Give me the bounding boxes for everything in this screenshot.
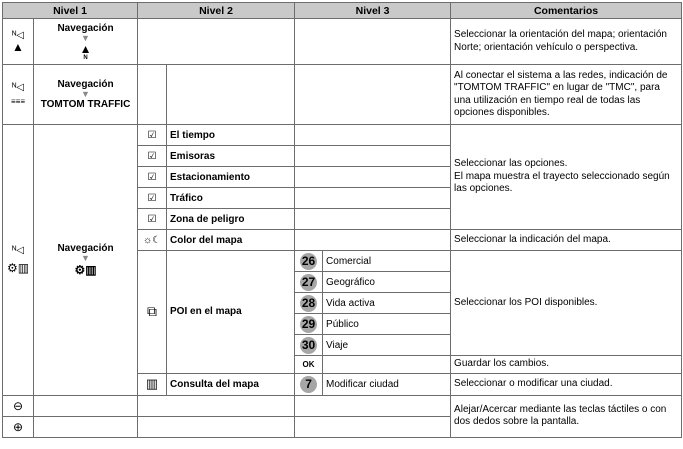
- row2-nivel2: [167, 65, 295, 125]
- north-arrow-icon: ▲: [12, 40, 24, 54]
- header-nivel3: Nivel 3: [295, 3, 451, 19]
- ok-comment: Guardar los cambios.: [451, 356, 682, 374]
- zoom-out-icon: ⊖: [3, 395, 34, 416]
- checkbox-icon: ☑: [138, 167, 167, 188]
- checkbox-icon: ☑: [138, 188, 167, 209]
- ok-icon: OK: [295, 356, 323, 374]
- poi-viaje: Viaje: [323, 335, 451, 356]
- nav-block-nivel1-label: Navegación: [57, 242, 114, 254]
- poi-number-badge: 29: [301, 316, 316, 331]
- navigation-icon: ᴺ◁: [12, 81, 24, 93]
- map-settings-icon: ⚙▥: [6, 260, 30, 275]
- option-zona-de-peligro: Zona de peligro: [167, 209, 295, 230]
- checkbox-icon: ☑: [138, 209, 167, 230]
- arrow-down-icon: ▼: [81, 89, 90, 99]
- poi-number-badge: 27: [301, 274, 316, 289]
- checkbox-icon: ☑: [138, 125, 167, 146]
- arrow-down-icon: ▼: [81, 252, 90, 263]
- poi-geografico: Geográfico: [323, 272, 451, 293]
- poi-number-badge: 30: [301, 337, 316, 352]
- consulta-del-mapa: Consulta del mapa: [167, 373, 295, 395]
- poi-number-badge: 28: [301, 295, 316, 310]
- poi-comment: Seleccionar los POI disponibles.: [451, 251, 682, 356]
- zoom-comment: Alejar/Acercar mediante las teclas táctiles o con dos dedos sobre la pantalla.: [451, 395, 682, 437]
- traffic-icon-cell: [3, 65, 34, 125]
- day-night-icon: ☼☾: [138, 230, 167, 251]
- row1-nivel1: [34, 19, 138, 65]
- header-nivel1: Nivel 1: [3, 3, 138, 19]
- row1-nivel3: [295, 19, 451, 65]
- map-settings-icon: ⚙▥: [74, 262, 97, 277]
- nav-block-nivel1: [34, 125, 138, 396]
- row1-nivel2: [138, 19, 295, 65]
- header-comentarios: Comentarios: [451, 3, 682, 19]
- zoom-in-icon: ⊕: [3, 416, 34, 437]
- consulta-comment: Seleccionar o modificar una ciudad.: [451, 373, 682, 395]
- navigation-icon: ᴺ◁: [12, 30, 24, 41]
- map-book-icon: ▥: [138, 373, 167, 395]
- poi-publico: Público: [323, 314, 451, 335]
- color-del-mapa: Color del mapa: [167, 230, 295, 251]
- options-comment: Seleccionar las opciones. El mapa muestra el trayecto seleccionado según las opciones.: [451, 125, 682, 230]
- option-el-tiempo: El tiempo: [167, 125, 295, 146]
- modificar-ciudad: Modificar ciudad: [323, 373, 451, 395]
- poi-number-badge: 26: [301, 253, 316, 268]
- option-trafico: Tráfico: [167, 188, 295, 209]
- row1-comment: Seleccionar la orientación del mapa; orientación Norte; orientación vehículo o perspectiva.: [451, 19, 682, 65]
- row2-nivel1-top: Navegación: [57, 79, 114, 90]
- row2-nivel2-icon: [138, 65, 167, 125]
- color-comment: Seleccionar la indicación del mapa.: [451, 230, 682, 251]
- navigation-icon-cell: [3, 19, 34, 65]
- north-letter: N: [83, 54, 88, 61]
- consulta-number-badge: 7: [300, 376, 317, 393]
- poi-en-el-mapa: POI en el mapa: [167, 251, 295, 374]
- map-settings-icon-cell: [3, 125, 34, 396]
- navigation-icon: ᴺ◁: [12, 244, 24, 256]
- poi-comercial: Comercial: [323, 251, 451, 272]
- header-nivel2: Nivel 2: [138, 3, 295, 19]
- poi-vida-activa: Vida activa: [323, 293, 451, 314]
- option-emisoras: Emisoras: [167, 146, 295, 167]
- row2-nivel1: [34, 65, 138, 125]
- option-estacionamiento: Estacionamiento: [167, 167, 295, 188]
- navigation-menu-table: [2, 2, 682, 438]
- north-arrow-icon: ▲: [79, 41, 92, 56]
- row1-nivel1-label: Navegación: [57, 22, 114, 34]
- poi-icon: ⧉: [138, 251, 167, 374]
- tomtom-traffic-icon: ≡≡≡: [10, 96, 25, 106]
- arrow-down-icon: ▼: [81, 32, 90, 43]
- row2-comment: Al conectar el sistema a las redes, indicación de "TOMTOM TRAFFIC" en lugar de "TMC", para una utilización en tiempo real de todas las opciones disponibles.: [451, 65, 682, 125]
- row2-nivel3: [295, 65, 451, 125]
- row2-nivel1-bottom: TOMTOM TRAFFIC: [40, 99, 131, 110]
- checkbox-icon: ☑: [138, 146, 167, 167]
